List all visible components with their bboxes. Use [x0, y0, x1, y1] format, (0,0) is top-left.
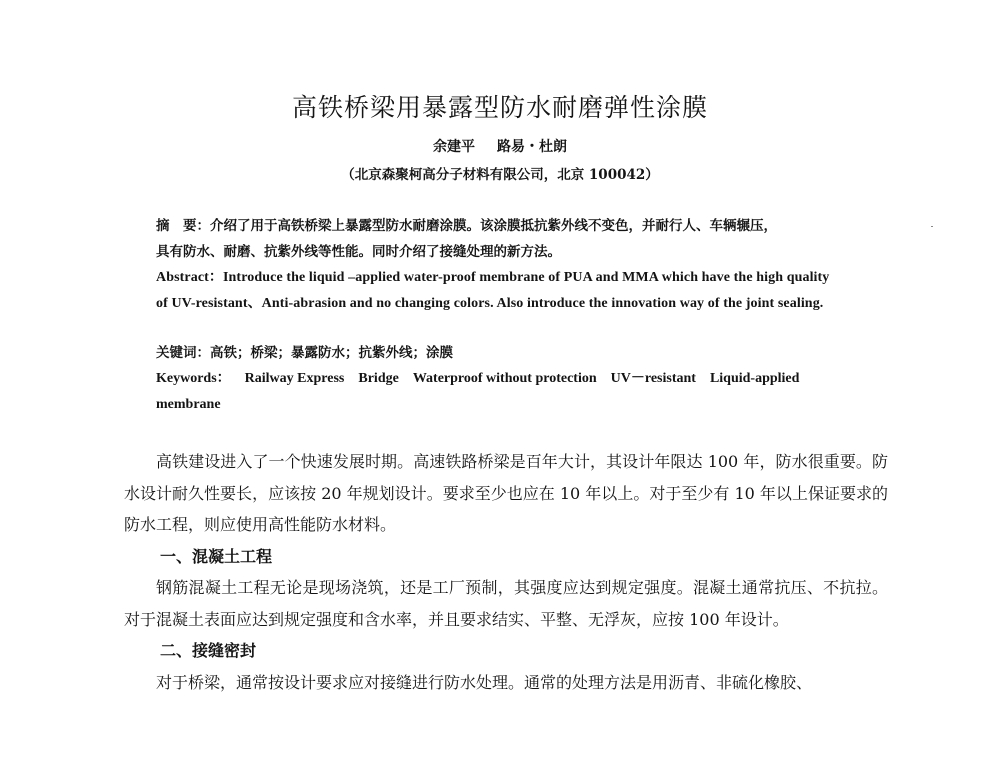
keywords-section	[156, 340, 884, 418]
abstract-cn-label: 摘 要：	[156, 218, 210, 234]
abstract-cn-line: 具有防水、耐磨、抗紫外线等性能。同时介绍了接缝处理的新方法。	[156, 244, 561, 260]
keyword-item: Bridge	[358, 371, 399, 386]
keyword-item: Railway Express	[244, 371, 345, 386]
abstract-en-line	[156, 265, 884, 291]
paper-title: 高铁桥梁用暴露型防水耐磨弹性涂膜	[291, 93, 708, 122]
keywords-cn-text: 高铁；桥梁；暴露防水；抗紫外线；涂膜	[210, 345, 453, 361]
section-1-paragraph: 钢筋混凝土工程无论是现场浇筑，还是工厂预制，其强度应达到规定强度。混凝土通常抗压、不抗拉。对于混凝土表面应达到规定强度和含水率，并且要求结实、平整、无浮灰，应按 100 年设计。	[124, 578, 888, 629]
section-heading-2: 二、接缝密封	[160, 641, 257, 660]
author-list	[0, 136, 1000, 156]
author-name: 余建平	[433, 139, 475, 155]
body-text	[124, 446, 888, 698]
abstract-en-label: Abstract：	[156, 270, 223, 285]
author-name: 路易・杜朗	[497, 139, 567, 155]
abstract-section	[156, 213, 884, 317]
abstract-cn-text: 介绍了用于高铁桥梁上暴露型防水耐磨涂膜。该涂膜抵抗紫外线不变色，并耐行人、车辆辗压，	[210, 218, 777, 234]
section-2-paragraph: 对于桥梁，通常按设计要求应对接缝进行防水处理。通常的处理方法是用沥青、非硫化橡胶、	[156, 672, 813, 692]
keywords-cn-label: 关键词：	[156, 345, 210, 361]
intro-paragraph: 高铁建设进入了一个快速发展时期。高速铁路桥梁是百年大计，其设计年限达 100 年，防水很重要。防水设计耐久性要长，应该按 20 年规划设计。要求至少也应在 10 年以上。对于至少有 10 年以上保证要求的防水工程，则应使用高性能防水材料。	[124, 452, 888, 534]
abstract-en-line: of UV-resistant、Anti-abrasion and no changing colors. Also introduce the innovation way of the joint sealing.	[156, 296, 824, 311]
abstract-en-text: Introduce the liquid –applied water-proof membrane of PUA and MMA which have the high quality	[223, 270, 830, 285]
keywords-cn-line	[156, 340, 884, 366]
keywords-en-continuation: membrane	[156, 397, 221, 412]
abstract-cn-line	[156, 213, 884, 239]
keyword-item: UV－resistant	[610, 371, 696, 386]
keyword-item: Liquid-applied	[709, 371, 800, 386]
keywords-en-line	[156, 366, 884, 392]
keywords-en-label: Keywords：	[156, 371, 231, 386]
scan-speck	[931, 226, 933, 227]
affiliation: （北京森聚柯高分子材料有限公司，北京 100042）	[341, 167, 659, 183]
section-heading-1: 一、混凝土工程	[160, 546, 273, 566]
keyword-item: Waterproof without protection	[412, 371, 597, 386]
